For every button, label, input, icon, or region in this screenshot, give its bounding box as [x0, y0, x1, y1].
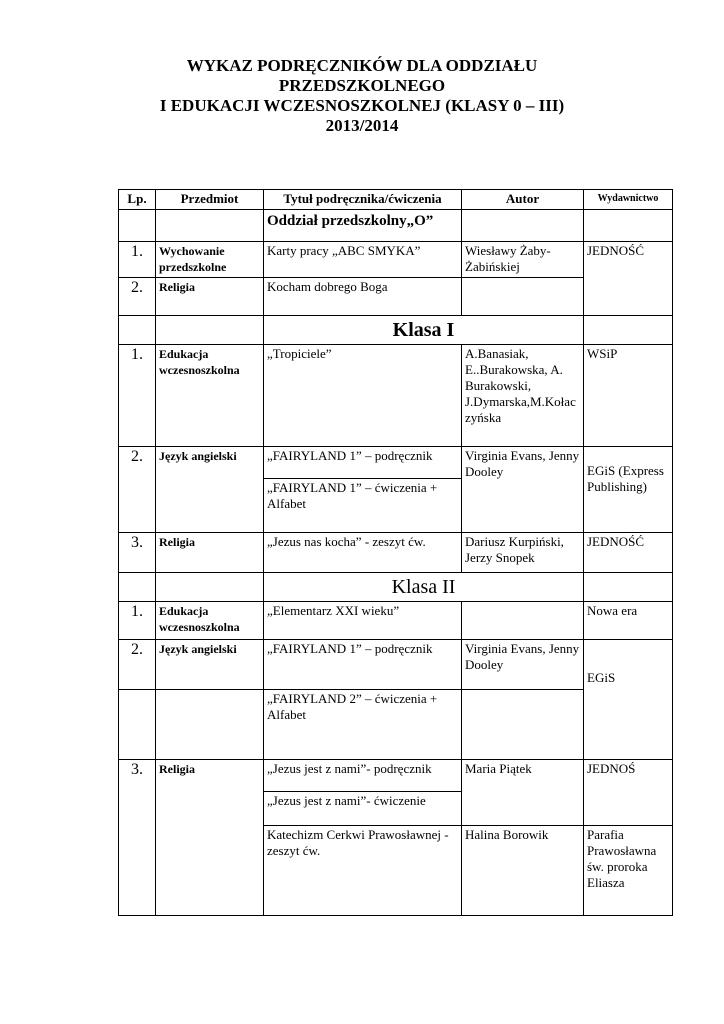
header-lp: Lp. — [119, 190, 156, 210]
table-row — [119, 345, 673, 447]
row-przedmiot: Religia — [156, 533, 264, 573]
textbook-table — [118, 189, 673, 916]
row-tytul: „Jezus jest z nami”- ćwiczenie — [264, 792, 462, 826]
row-przedmiot: Edukacja wczesnoszkolna — [156, 345, 264, 447]
section-row-klasa-2 — [119, 573, 673, 602]
section-title-klasa-2: Klasa II — [264, 573, 584, 602]
row-autor: Dariusz Kurpiński, Jerzy Snopek — [462, 533, 584, 573]
section-title-klasa-1: Klasa I — [264, 316, 584, 345]
row-lp: 1. — [119, 242, 156, 278]
header-wydawnictwo: Wydawnictwo — [584, 190, 673, 210]
row-przedmiot: Język angielski — [156, 447, 264, 533]
row-wydawnictwo: JEDNOŚ — [584, 760, 673, 826]
row-przedmiot: Język angielski — [156, 640, 264, 690]
row-tytul: „Jezus jest z nami”- podręcznik — [264, 760, 462, 792]
row-lp: 2. — [119, 447, 156, 533]
row-lp: 3. — [119, 533, 156, 573]
row-przedmiot: Edukacja wczesnoszkolna — [156, 602, 264, 640]
table-row — [119, 242, 673, 278]
row-tytul: „FAIRYLAND 1” – podręcznik — [264, 447, 462, 479]
row-przedmiot: Religia — [156, 760, 264, 916]
row-tytul: „Tropiciele” — [264, 345, 462, 447]
row-tytul: Karty pracy „ABC SMYKA” — [264, 242, 462, 278]
row-przedmiot: Religia — [156, 278, 264, 316]
header-autor: Autor — [462, 190, 584, 210]
section-title-oddzial: Oddział przedszkolny„O” — [264, 210, 462, 242]
row-przedmiot: Wychowanie przedszkolne — [156, 242, 264, 278]
header-tytul: Tytuł podręcznika/ćwiczenia — [264, 190, 462, 210]
row-lp: 2. — [119, 278, 156, 316]
table-row — [119, 533, 673, 573]
row-autor: Wiesławy Żaby-Żabińskiej — [462, 242, 584, 278]
table-row — [119, 447, 673, 479]
row-tytul: „FAIRYLAND 1” – ćwiczenia + Alfabet — [264, 479, 462, 533]
row-wydawnictwo: WSiP — [584, 345, 673, 447]
row-autor: A.Banasiak, E..Burakowska, A. Burakowski, J.Dymarska,M.Kołaczyńska — [462, 345, 584, 447]
row-wydawnictwo: JEDNOŚĆ — [584, 242, 673, 316]
row-tytul: Kocham dobrego Boga — [264, 278, 462, 316]
table-row — [119, 602, 673, 640]
page-title — [60, 56, 664, 136]
row-lp: 1. — [119, 345, 156, 447]
row-tytul: „Elementarz XXI wieku” — [264, 602, 462, 640]
row-tytul: „Jezus nas kocha” - zeszyt ćw. — [264, 533, 462, 573]
row-wydawnictwo: EGiS (Express Publishing) — [584, 447, 673, 533]
title-line-2: PRZEDSZKOLNEGO — [278, 76, 446, 95]
row-autor: Virginia Evans, Jenny Dooley — [462, 640, 584, 690]
section-row-klasa-1 — [119, 316, 673, 345]
row-tytul: „FAIRYLAND 1” – podręcznik — [264, 640, 462, 690]
row-lp: 2. — [119, 640, 156, 690]
row-lp: 1. — [119, 602, 156, 640]
table-header-row — [119, 190, 673, 210]
title-line-4: 2013/2014 — [325, 116, 399, 135]
row-autor: Halina Borowik — [462, 826, 584, 916]
table-row — [119, 760, 673, 792]
row-lp: 3. — [119, 760, 156, 916]
row-wydawnictwo: Nowa era — [584, 602, 673, 640]
table-row — [119, 640, 673, 690]
row-tytul: Katechizm Cerkwi Prawosławnej - zeszyt ćw. — [264, 826, 462, 916]
row-autor: Virginia Evans, Jenny Dooley — [462, 447, 584, 533]
row-wydawnictwo: EGiS — [584, 640, 673, 760]
row-tytul: „FAIRYLAND 2” – ćwiczenia + Alfabet — [264, 690, 462, 760]
section-row-oddzial — [119, 210, 673, 242]
row-wydawnictwo: JEDNOŚĆ — [584, 533, 673, 573]
row-autor: Maria Piątek — [462, 760, 584, 826]
title-line-1: WYKAZ PODRĘCZNIKÓW DLA ODDZIAŁU — [186, 56, 538, 75]
row-wydawnictwo: Parafia Prawosławna św. proroka Eliasza — [584, 826, 673, 916]
title-line-3: I EDUKACJI WCZESNOSZKOLNEJ (KLASY 0 – III) — [159, 96, 565, 115]
header-przedmiot: Przedmiot — [156, 190, 264, 210]
